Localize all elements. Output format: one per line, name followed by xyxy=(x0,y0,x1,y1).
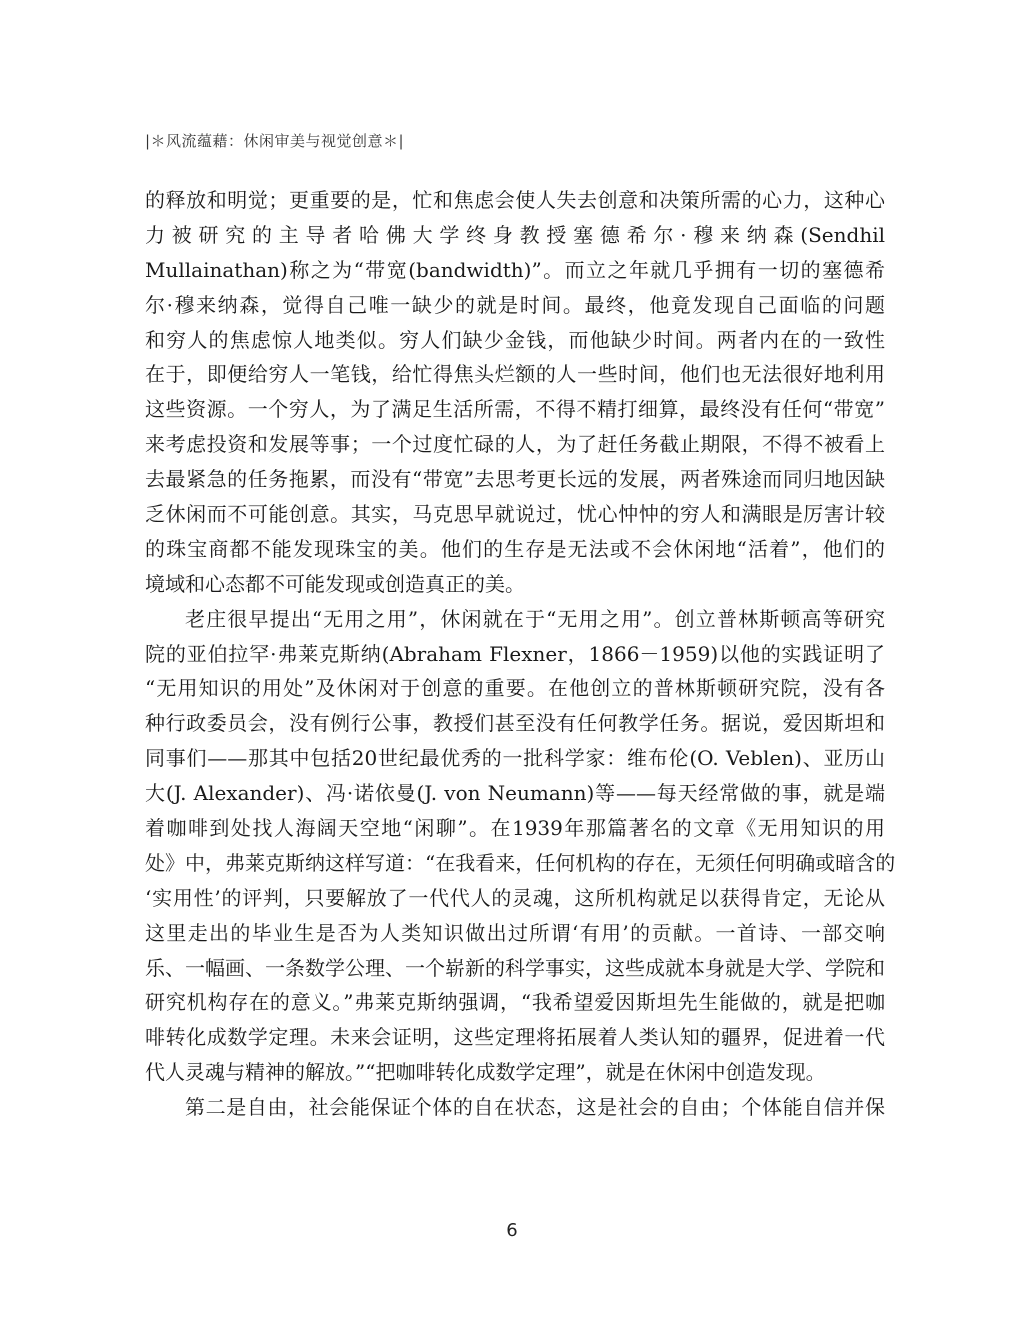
text-line: ‘实用性’的评判，只要解放了一代代人的灵魂，这所机构就足以获得肯定，无论从 xyxy=(145,885,885,910)
text-line: 的释放和明觉；更重要的是，忙和焦虑会使人失去创意和决策所需的心力，这种心 xyxy=(145,188,885,212)
text-line: “无用知识的用处”及休闲对于创意的重要。在他创立的普林斯顿研究院，没有各 xyxy=(145,676,885,701)
text-line: 这里走出的毕业生是否为人类知识做出过所谓‘有用’的贡献。一首诗、一部交响 xyxy=(145,920,885,945)
text-line: 在于，即便给穷人一笔钱，给忙得焦头烂额的人一些时间，他们也无法很好地利用 xyxy=(145,362,885,387)
text-line: 第二是自由，社会能保证个体的自在状态，这是社会的自由；个体能自信并保 xyxy=(185,1095,885,1120)
body-text xyxy=(145,183,896,1125)
text-line: 乐、一幅画、一条数学公理、一个崭新的科学事实，这些成就本身就是大学、学院和 xyxy=(145,955,885,980)
text-line: 和穷人的焦虑惊人地类似。穷人们缺少金钱，而他缺少时间。两者内在的一致性 xyxy=(145,327,885,352)
text-line: 来考虑投资和发展等事；一个过度忙碌的人，为了赶任务截止期限，不得不被看上 xyxy=(145,432,885,457)
text-line: Mullainathan)称之为“带宽(bandwidth)”。而立之年就几乎拥有一切的塞德希 xyxy=(145,257,885,282)
text-line: 院的亚伯拉罕·弗莱克斯纳(Abraham Flexner，1866－1959)以他的实践证明了 xyxy=(145,641,885,666)
text-line: 去最紧急的任务拖累，而没有“带宽”去思考更长远的发展，两者殊途而同归地因缺 xyxy=(145,467,885,492)
text-line: 乏休闲而不可能创意。其实，马克思早就说过，忧心忡忡的穷人和满眼是厉害计较 xyxy=(145,502,885,527)
text-line: 同事们——那其中包括20世纪最优秀的一批科学家：维布伦(O. Veblen)、亚历山 xyxy=(145,746,885,771)
text-line: 啡转化成数学定理。未来会证明，这些定理将拓展着人类认知的疆界，促进着一代 xyxy=(145,1025,885,1050)
text-line: 处》中，弗莱克斯纳这样写道：“在我看来，任何机构的存在，无须任何明确或暗含的 xyxy=(145,850,896,875)
text-line: 研究机构存在的意义。”弗莱克斯纳强调，“我希望爱因斯坦先生能做的，就是把咖 xyxy=(145,990,885,1015)
text-line: 老庄很早提出“无用之用”，休闲就在于“无用之用”。创立普林斯顿高等研究 xyxy=(185,606,885,631)
text-line: 力被研究的主导者哈佛大学终身教授塞德希尔·穆来纳森(Sendhil xyxy=(145,222,885,247)
text-line: 的珠宝商都不能发现珠宝的美。他们的生存是无法或不会休闲地“活着”，他们的 xyxy=(145,536,885,561)
text-line: 尔·穆来纳森，觉得自己唯一缺少的就是时间。最终，他竟发现自己面临的问题 xyxy=(145,292,885,317)
text-line: 大(J. Alexander)、冯·诺依曼(J. von Neumann)等——每天经常做的事，就是端 xyxy=(145,781,885,806)
text-line: 着咖啡到处找人海阔天空地“闲聊”。在1939年那篇著名的文章《无用知识的用 xyxy=(145,816,885,841)
page-number: 6 xyxy=(506,1220,518,1241)
text-line: 代人灵魂与精神的解放。”“把咖啡转化成数学定理”，就是在休闲中创造发现。 xyxy=(145,1060,826,1085)
text-line: 种行政委员会，没有例行公事，教授们甚至没有任何教学任务。据说，爱因斯坦和 xyxy=(145,711,885,736)
text-line: 这些资源。一个穷人，为了满足生活所需，不得不精打细算，最终没有任何“带宽” xyxy=(145,397,885,422)
text-line: 境域和心态都不可能发现或创造真正的美。 xyxy=(145,571,525,596)
running-header: |＊风流蕴藉：休闲审美与视觉创意＊| xyxy=(145,132,405,150)
